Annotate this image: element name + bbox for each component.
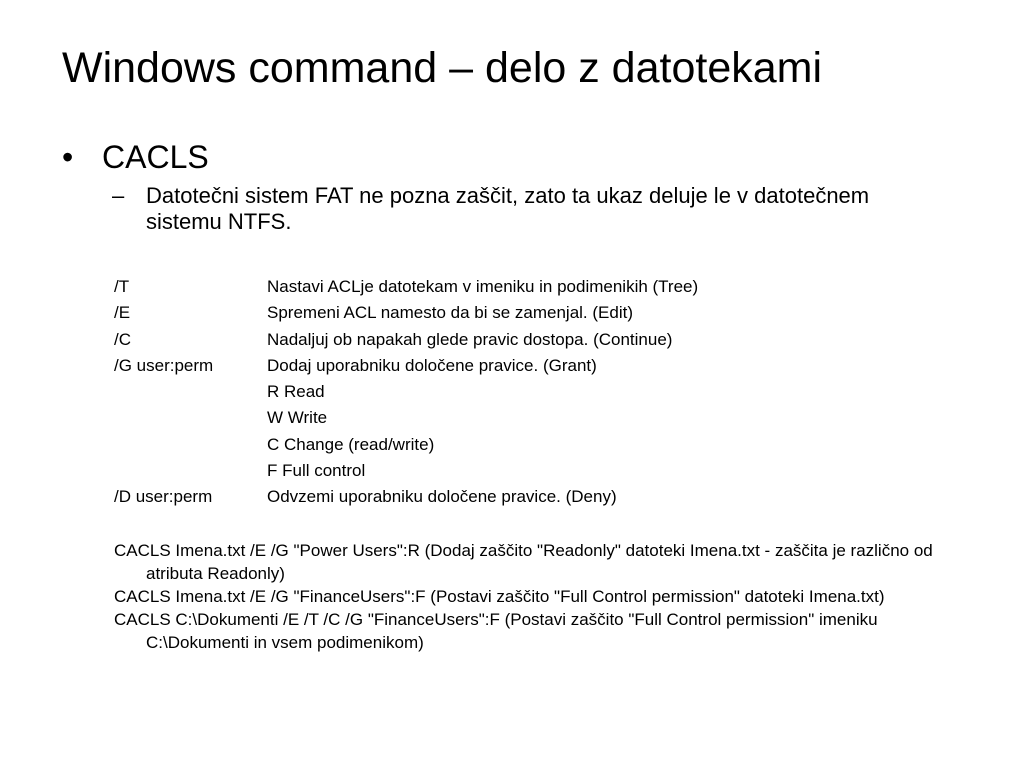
option-desc: W Write xyxy=(267,408,328,428)
bullet-text: CACLS xyxy=(102,139,209,175)
option-desc: F Full control xyxy=(267,461,366,481)
slide-title: Windows command – delo z datotekami xyxy=(62,44,823,92)
subbullet-text: Datotečni sistem FAT ne pozna zaščit, zato ta ukaz deluje le v datotečnem sistemu NTFS. xyxy=(146,183,870,234)
option-desc: Spremeni ACL namesto da bi se zamenjal. (Edit) xyxy=(267,303,633,323)
bullet-marker: • xyxy=(62,139,74,175)
option-desc: Dodaj uporabniku določene pravice. (Grant) xyxy=(267,355,597,375)
option-desc: R Read xyxy=(267,382,325,402)
subbullet-ntfs-note xyxy=(112,183,892,235)
option-desc: Nadaljuj ob napakah glede pravic dostopa. (Continue) xyxy=(267,329,673,349)
option-key: /D user:perm xyxy=(114,487,213,507)
option-desc: Odvzemi uporabniku določene pravice. (Deny) xyxy=(267,487,617,507)
option-desc: C Change (read/write) xyxy=(267,434,435,454)
option-key: /G user:perm xyxy=(114,355,214,375)
option-key: /E xyxy=(114,303,131,323)
example-line: CACLS Imena.txt /E /G "Power Users":R (Dodaj zaščito "Readonly" datoteki Imena.txt - zaščita je različno od atributa Readonly) xyxy=(114,541,933,583)
option-key: /T xyxy=(114,277,130,296)
option-key: /C xyxy=(114,329,131,349)
examples-list xyxy=(114,539,974,654)
option-desc: Nastavi ACLje datotekam v imeniku in podimenikih (Tree) xyxy=(267,277,699,296)
example-line: CACLS Imena.txt /E /G "FinanceUsers":F (Postavi zaščito "Full Control permission" datoteki Imena.txt) xyxy=(114,587,885,606)
subbullet-marker: – xyxy=(112,183,125,208)
example-line: CACLS C:\Dokumenti /E /T /C /G "FinanceUsers":F (Postavi zaščito "Full Control permission" imeniku C:\Dokumenti in vsem podimenikom) xyxy=(114,610,878,652)
